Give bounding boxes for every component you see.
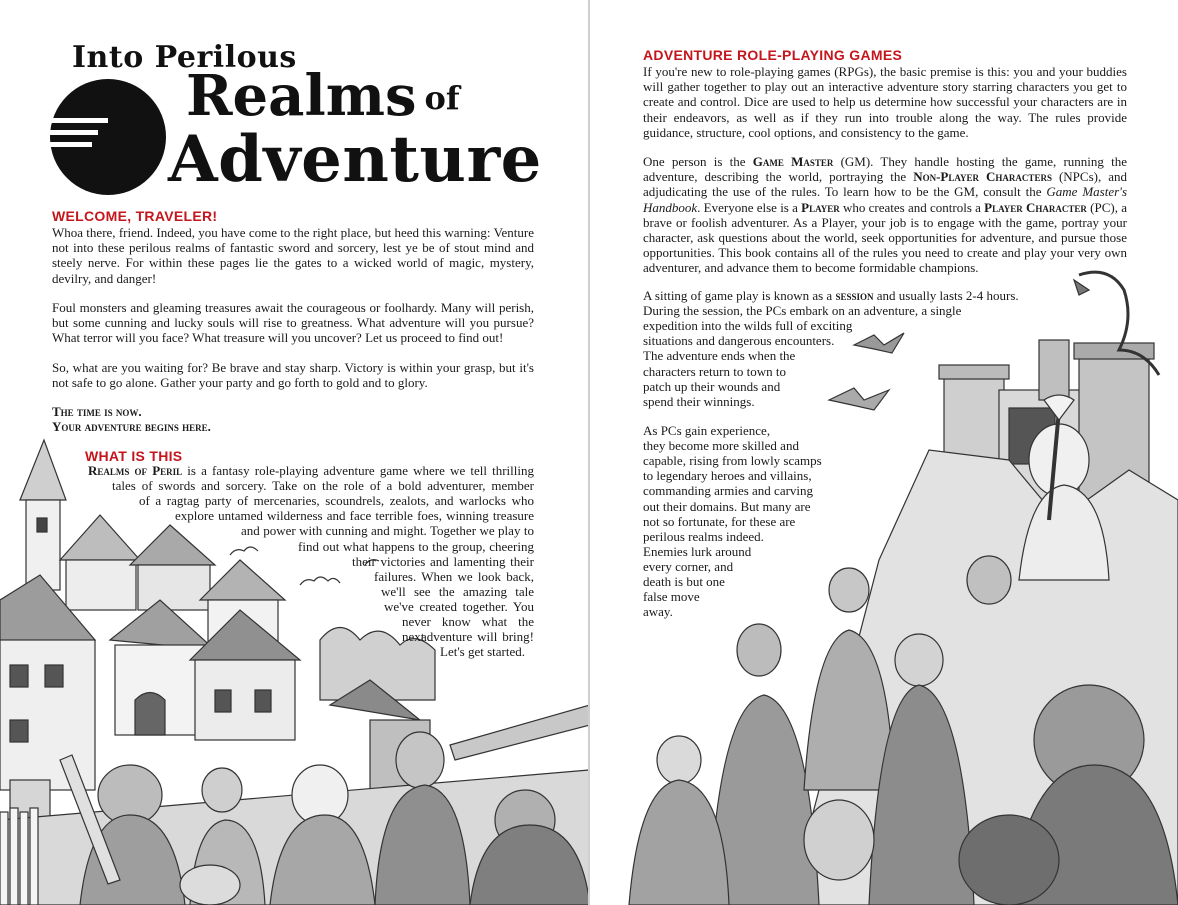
title-line-adventure: Adventure xyxy=(168,122,542,197)
p2-text-5: who creates and controls a xyxy=(839,199,985,215)
session-line: situations and dangerous encounters. xyxy=(643,333,835,349)
experience-line: out their domains. But many are xyxy=(643,498,811,514)
what-is-this-line: and power with cunning and might. Together we play to xyxy=(241,523,534,539)
welcome-paragraph-3: So, what are you waiting for? Be brave and stay sharp. Victory is within your grasp, but it's not safe to go alone. Gather your party and go forth to gold and to glory. xyxy=(52,360,534,391)
player-character-term: Player Character xyxy=(984,199,1087,215)
experience-line: to legendary heroes and villains, xyxy=(643,468,812,484)
experience-line: they become more skilled and xyxy=(643,438,799,454)
what-is-this-line: tales of swords and sorcery. Take on the role of a bold adventurer, member xyxy=(112,478,534,494)
session-line: expedition into the wilds full of exciting xyxy=(643,318,853,334)
rpg-paragraph-2 xyxy=(643,154,1127,276)
time-is-now: The time is now. xyxy=(52,404,142,419)
experience-line: not so fortunate, for these are xyxy=(643,513,796,529)
what-is-this-line: explore untamed wilderness and face terrible foes, winning treasure xyxy=(175,508,534,524)
what-is-this-heading: WHAT IS THIS xyxy=(85,448,183,464)
what-is-this-line: we'll see the amazing tale xyxy=(381,583,534,599)
gm-handbook-title: Game Master's Handbook xyxy=(643,184,1127,215)
p2-text-6: (PC), a brave or foolish adventurer. As a Player, your job is to engage with the game, portray your character, ask questions about the world, seek opportunities for adventure, and pursue those opportunities. This book contains all of the rules you need to create and play your very own adventurer, and advance them to become formidable champions. xyxy=(643,199,1128,276)
experience-line: capable, rising from lowly scamps xyxy=(643,453,822,469)
session-line: characters return to town to xyxy=(643,363,786,379)
session-term: session xyxy=(835,288,874,303)
game-master-term: Game Master xyxy=(752,154,834,169)
what-is-this-line: failures. When we look back, xyxy=(374,568,534,584)
what-is-this-line: we've created together. You xyxy=(384,598,534,614)
what-is-this-line: Let's get started. xyxy=(440,644,526,660)
p2-text-4: . Everyone else is a xyxy=(697,199,802,215)
experience-line: false move xyxy=(643,589,700,605)
session-line: The adventure ends when the xyxy=(643,348,796,364)
experience-line: every corner, and xyxy=(643,558,734,574)
experience-line: commanding armies and carving xyxy=(643,483,814,499)
welcome-paragraph-2: Foul monsters and gleaming treasures await the courageous or foolhardy. Many will perish, but some cunning and lucky souls will rise to greatness. What adventure will you pursue? What terror will you face? What treasure will you uncover? Let us proceed to find out! xyxy=(52,300,534,346)
what-is-this-line: of a ragtag party of mercenaries, scoundrels, zealots, and warlocks who xyxy=(139,493,534,509)
p2-text-3: (NPCs), and adjudicating the use of the rules. To learn how to be the GM, consult the xyxy=(643,169,1127,200)
rpg-heading: ADVENTURE ROLE-PLAYING GAMES xyxy=(643,47,903,63)
npc-term: Non-Player Characters xyxy=(913,169,1052,185)
what-is-this-line: their victories and lamenting their xyxy=(352,553,534,569)
experience-line: As PCs gain experience, xyxy=(643,423,771,438)
title-line-realms xyxy=(186,63,460,129)
session-line: spend their winnings. xyxy=(643,393,755,409)
p2-text-2: (GM). They handle hosting the game, running the adventure, describing the world, portraying the xyxy=(643,154,1127,185)
welcome-paragraph-1: Whoa there, friend. Indeed, you have come to the right place, but heed this warning: Venture not into these perilous realms of fantastic sword and sorcery, lest ye be of stout mind and steely nerve. For within these pages lie the gates to a wicked world of magic, mystery, devilry, and danger! xyxy=(52,225,534,286)
p2-text-1: One person is the xyxy=(643,154,753,169)
adventure-begins: Your adventure begins here. xyxy=(52,419,211,434)
rpg-paragraph-1: If you're new to role-playing games (RPGs), the basic premise is this: you and your buddies will gather together to play out an interactive adventure story starring characters you get to create and control. Dice are used to help us determine how successful your characters are in their endeavors, as well as if they run into trouble along the way. The rules provide guidance, structure, cool options, and consistency to the game. xyxy=(643,64,1127,140)
what-is-this-line: Realms of Peril is a fantasy role-playing adventure game where we tell thrilling xyxy=(88,463,535,478)
what-is-this-line: never know what the next xyxy=(402,614,534,644)
session-line: patch up their wounds and xyxy=(643,378,781,394)
what-is-this-line: find out what happens to the group, cheering xyxy=(298,538,534,554)
what-is-this-line: adventure will bring! xyxy=(421,629,534,645)
game-title-term: Realms of Peril xyxy=(88,463,183,478)
title-of-word: of xyxy=(424,79,460,117)
experience-line: perilous realms indeed. xyxy=(643,528,764,544)
experience-line: Enemies lurk around xyxy=(643,543,752,559)
experience-line: death is but one xyxy=(643,574,725,589)
right-page xyxy=(589,0,1178,905)
experience-line: away. xyxy=(643,604,673,620)
title-line-into-perilous: Into Perilous xyxy=(72,40,297,75)
player-term: Player xyxy=(801,199,840,215)
title-realms-word: Realms xyxy=(186,63,417,129)
welcome-heading: WELCOME, TRAVELER! xyxy=(52,208,218,224)
session-line: During the session, the PCs embark on an adventure, a single xyxy=(643,303,962,319)
session-line: A sitting of game play is known as a session and usually lasts 2-4 hours. xyxy=(643,288,1019,303)
setting-sun-icon xyxy=(38,78,178,196)
